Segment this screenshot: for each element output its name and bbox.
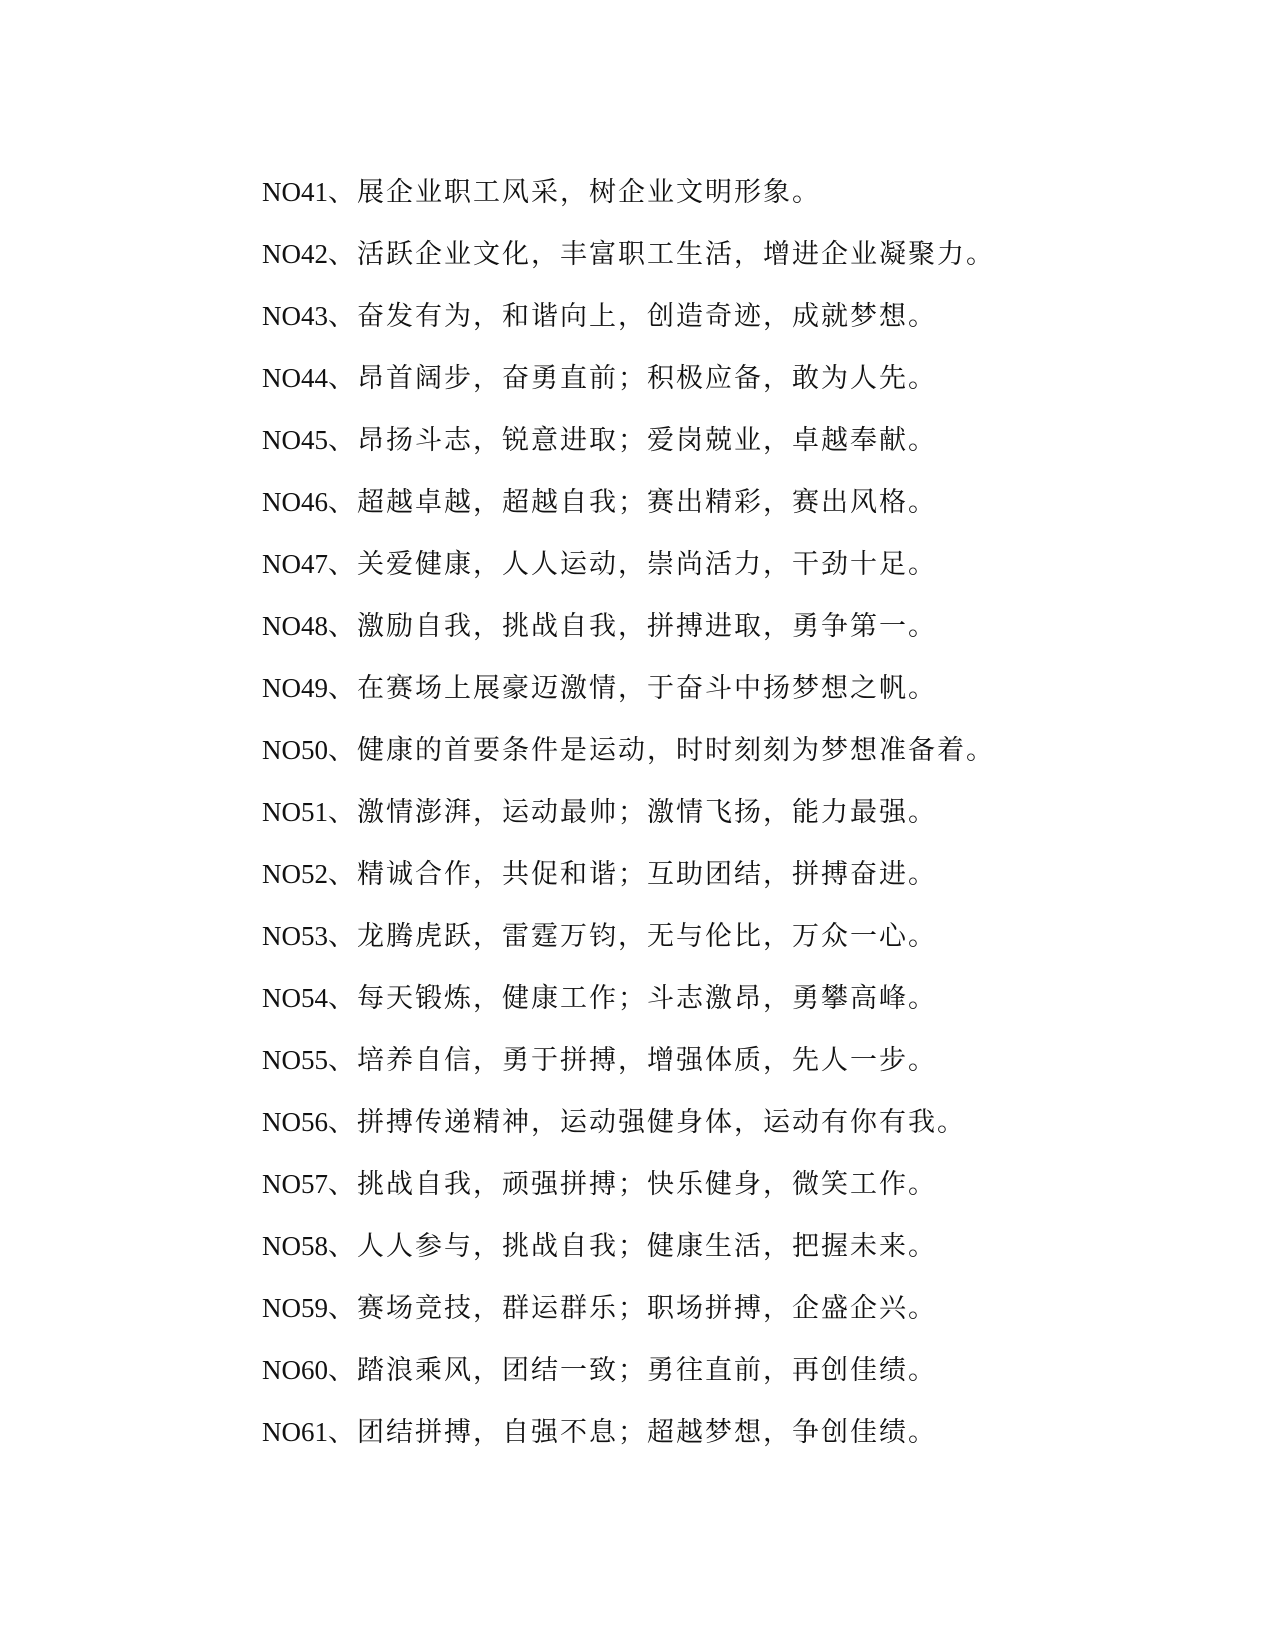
slogan-text: 、激情澎湃，运动最帅；激情飞扬，能力最强。 (328, 797, 937, 828)
slogan-number: NO56 (262, 1107, 328, 1137)
slogan-line (262, 223, 995, 285)
slogan-text: 、昂扬斗志，锐意进取；爱岗兢业，卓越奉献。 (328, 425, 937, 456)
slogan-text: 、龙腾虎跃，雷霆万钧，无与伦比，万众一心。 (328, 921, 937, 952)
slogan-text: 、展企业职工风采，树企业文明形象。 (328, 177, 821, 208)
slogan-number: NO52 (262, 859, 328, 889)
slogan-text: 、激励自我，挑战自我，拼搏进取，勇争第一。 (328, 611, 937, 642)
slogan-line (262, 719, 995, 781)
slogan-line (262, 533, 995, 595)
slogan-number: NO47 (262, 549, 328, 579)
slogan-text: 、奋发有为，和谐向上，创造奇迹，成就梦想。 (328, 301, 937, 332)
slogan-number: NO53 (262, 921, 328, 951)
slogan-line (262, 1277, 995, 1339)
slogan-list (262, 161, 995, 1463)
slogan-number: NO45 (262, 425, 328, 455)
slogan-text: 、培养自信，勇于拼搏，增强体质，先人一步。 (328, 1045, 937, 1076)
slogan-text: 、赛场竞技，群运群乐；职场拼搏，企盛企兴。 (328, 1293, 937, 1324)
slogan-line (262, 781, 995, 843)
slogan-text: 、每天锻炼，健康工作；斗志激昂，勇攀高峰。 (328, 983, 937, 1014)
slogan-number: NO54 (262, 983, 328, 1013)
slogan-number: NO58 (262, 1231, 328, 1261)
slogan-line (262, 1153, 995, 1215)
slogan-text: 、关爱健康，人人运动，崇尚活力，干劲十足。 (328, 549, 937, 580)
slogan-number: NO48 (262, 611, 328, 641)
slogan-line (262, 843, 995, 905)
slogan-line (262, 1339, 995, 1401)
slogan-number: NO61 (262, 1417, 328, 1447)
slogan-line (262, 1215, 995, 1277)
slogan-text: 、挑战自我，顽强拼搏；快乐健身，微笑工作。 (328, 1169, 937, 1200)
slogan-text: 、团结拼搏，自强不息；超越梦想，争创佳绩。 (328, 1417, 937, 1448)
slogan-number: NO42 (262, 239, 328, 269)
slogan-number: NO57 (262, 1169, 328, 1199)
slogan-number: NO41 (262, 177, 328, 207)
slogan-line (262, 471, 995, 533)
slogan-line (262, 1091, 995, 1153)
slogan-number: NO60 (262, 1355, 328, 1385)
slogan-line (262, 595, 995, 657)
slogan-line (262, 905, 995, 967)
slogan-text: 、昂首阔步，奋勇直前；积极应备，敢为人先。 (328, 363, 937, 394)
slogan-line (262, 161, 995, 223)
slogan-line (262, 967, 995, 1029)
slogan-number: NO46 (262, 487, 328, 517)
slogan-text: 、活跃企业文化，丰富职工生活，增进企业凝聚力。 (328, 239, 995, 270)
slogan-text: 、超越卓越，超越自我；赛出精彩，赛出风格。 (328, 487, 937, 518)
slogan-number: NO51 (262, 797, 328, 827)
slogan-line (262, 657, 995, 719)
slogan-line (262, 347, 995, 409)
slogan-text: 、健康的首要条件是运动，时时刻刻为梦想准备着。 (328, 735, 995, 766)
slogan-line (262, 1029, 995, 1091)
slogan-line (262, 285, 995, 347)
slogan-text: 、精诚合作，共促和谐；互助团结，拼搏奋进。 (328, 859, 937, 890)
slogan-number: NO59 (262, 1293, 328, 1323)
slogan-number: NO55 (262, 1045, 328, 1075)
slogan-number: NO49 (262, 673, 328, 703)
slogan-text: 、踏浪乘风，团结一致；勇往直前，再创佳绩。 (328, 1355, 937, 1386)
slogan-number: NO50 (262, 735, 328, 765)
slogan-text: 、人人参与，挑战自我；健康生活，把握未来。 (328, 1231, 937, 1262)
slogan-line (262, 409, 995, 471)
slogan-line (262, 1401, 995, 1463)
slogan-text: 、拼搏传递精神，运动强健身体，运动有你有我。 (328, 1107, 966, 1138)
slogan-number: NO43 (262, 301, 328, 331)
slogan-number: NO44 (262, 363, 328, 393)
slogan-text: 、在赛场上展豪迈激情，于奋斗中扬梦想之帆。 (328, 673, 937, 704)
